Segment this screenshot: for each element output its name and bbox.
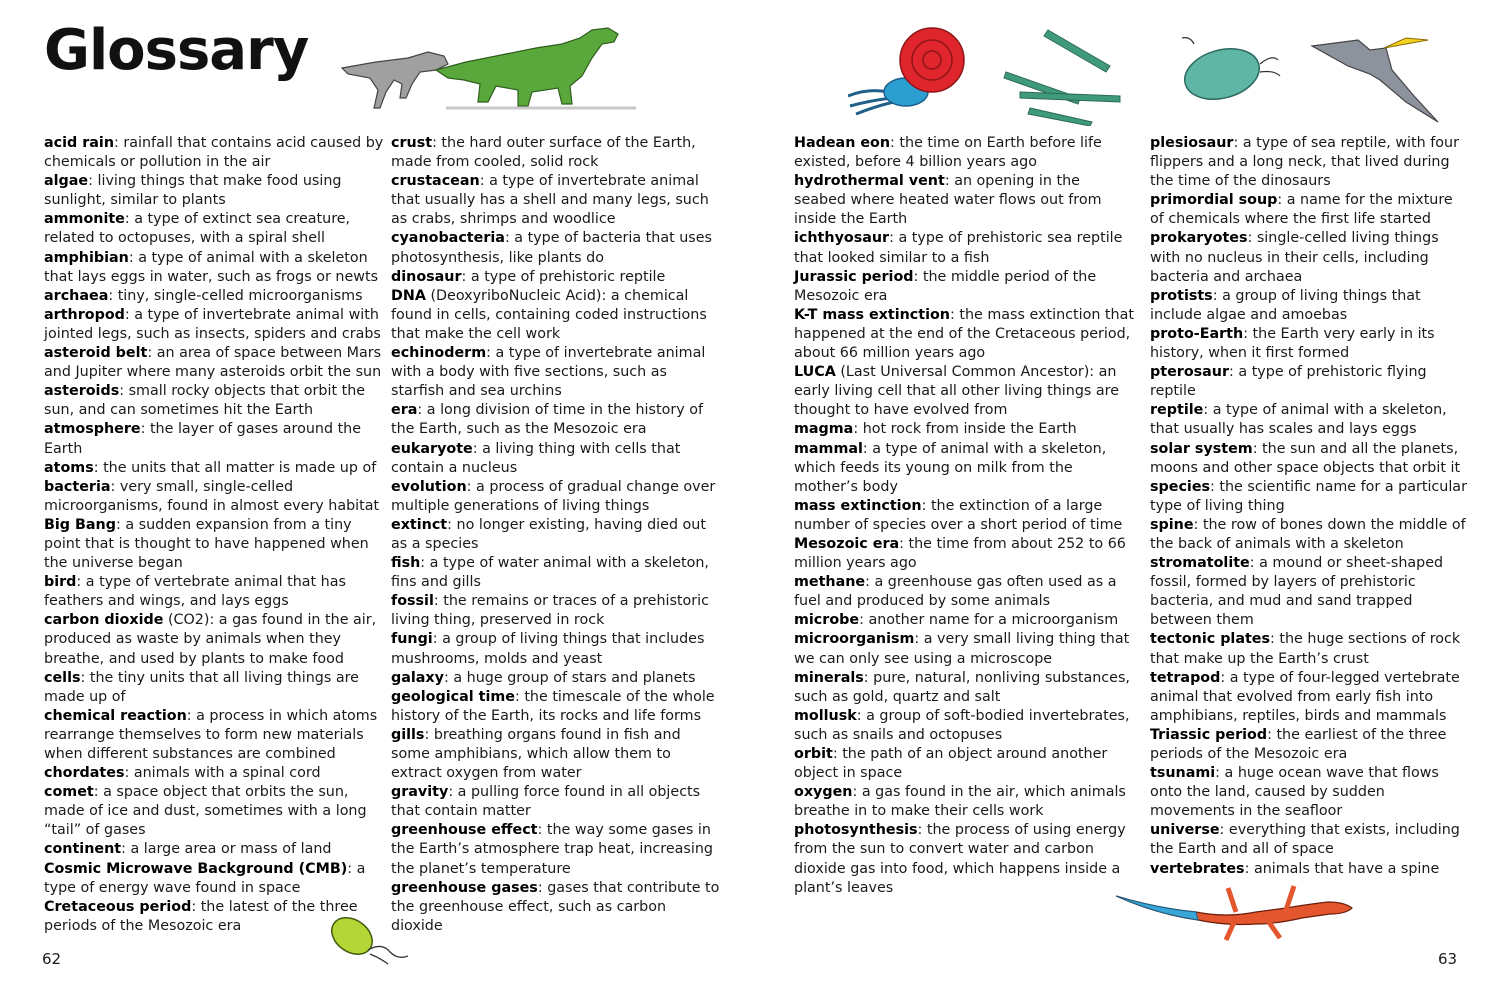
glossary-definition: : a large area or mass of land xyxy=(121,841,332,858)
glossary-term: methane xyxy=(794,574,866,591)
glossary-term: gills xyxy=(391,726,425,743)
glossary-term: arthropod xyxy=(44,306,125,323)
glossary-definition: (CO2): a gas found in the air, produced as waste by animals when they breathe, and used by plants to make food xyxy=(44,612,377,667)
glossary-column-2 xyxy=(391,134,721,936)
glossary-definition: : an opening in the seabed where heated water flows out from inside the Earth xyxy=(794,173,1102,228)
glossary-entry xyxy=(794,630,1134,668)
glossary-entry xyxy=(44,172,384,210)
glossary-term: fish xyxy=(391,555,421,572)
glossary-definition: : the time from about 252 to 66 million years ago xyxy=(794,535,1126,572)
glossary-term: era xyxy=(391,402,418,419)
glossary-entry xyxy=(44,707,384,764)
glossary-term: chordates xyxy=(44,765,125,782)
glossary-term: atmosphere xyxy=(44,421,141,438)
glossary-entry xyxy=(391,287,721,344)
glossary-term: Triassic period xyxy=(1150,726,1268,743)
glossary-term: microbe xyxy=(794,612,860,629)
glossary-term: gravity xyxy=(391,784,449,801)
glossary-entry xyxy=(44,764,384,783)
glossary-definition: (DeoxyriboNucleic Acid): a chemical found in cells, containing coded instructions that make the cell work xyxy=(391,287,707,342)
glossary-term: tetrapod xyxy=(1150,669,1221,686)
glossary-entry xyxy=(1150,229,1470,286)
glossary-entry xyxy=(44,306,384,344)
glossary-definition: : the hard outer surface of the Earth, made from cooled, solid rock xyxy=(391,135,696,171)
glossary-definition: : gases that contribute to the greenhouse effect, such as carbon dioxide xyxy=(391,879,720,934)
glossary-entry xyxy=(391,554,721,592)
glossary-definition: : a very small living thing that we can only see using a microscope xyxy=(794,631,1130,667)
glossary-entry xyxy=(794,306,1134,363)
glossary-term: fossil xyxy=(391,593,434,610)
glossary-entry xyxy=(1150,669,1470,726)
glossary-term: K-T mass extinction xyxy=(794,306,950,323)
glossary-definition: : a sudden expansion from a tiny point that is thought to have happened when the universe began xyxy=(44,516,369,572)
glossary-definition: : living things that make food using sunlight, similar to plants xyxy=(44,173,342,209)
glossary-definition: : a name for the mixture of chemicals where the first life started xyxy=(1150,192,1453,228)
glossary-entry xyxy=(794,573,1134,611)
glossary-entry xyxy=(1150,363,1470,401)
glossary-definition: : the mass extinction that happened at the end of the Cretaceous period, about 66 million years ago xyxy=(794,306,1134,362)
glossary-term: extinct xyxy=(391,516,448,533)
glossary-entry xyxy=(44,287,384,306)
glossary-term: Big Bang xyxy=(44,516,116,533)
glossary-entry xyxy=(391,879,721,936)
glossary-definition: : a type of bacteria that uses photosynthesis, like plants do xyxy=(391,230,712,266)
glossary-entry xyxy=(391,440,721,478)
glossary-definition: : small rocky objects that orbit the sun, and can sometimes hit the Earth xyxy=(44,383,366,419)
glossary-term: hydrothermal vent xyxy=(794,173,945,190)
cyanobacteria-icon xyxy=(1000,26,1130,126)
lizard-icon xyxy=(1116,878,1356,958)
glossary-term: prokaryotes xyxy=(1150,230,1248,247)
glossary-definition: : tiny, single-celled microorganisms xyxy=(108,287,363,304)
glossary-term: Hadean eon xyxy=(794,135,891,151)
glossary-entry xyxy=(391,268,721,287)
glossary-definition: : a type of water animal with a skeleton, fins and gills xyxy=(391,555,709,591)
glossary-entry xyxy=(44,669,384,707)
glossary-entry xyxy=(1150,191,1470,229)
glossary-definition: : the row of bones down the middle of the back of animals with a skeleton xyxy=(1150,516,1466,552)
glossary-term: Cretaceous period xyxy=(44,898,192,915)
glossary-term: solar system xyxy=(1150,440,1253,457)
glossary-entry xyxy=(794,229,1134,267)
glossary-entry xyxy=(1150,134,1470,191)
glossary-definition: : the way some gases in the Earth’s atmosphere trap heat, increasing the planet’s temperature xyxy=(391,822,713,877)
glossary-term: echinoderm xyxy=(391,345,487,362)
glossary-entry xyxy=(44,898,384,936)
glossary-definition: : a type of sea reptile, with four flippers and a long neck, that lived during the time of the dinosaurs xyxy=(1150,135,1459,190)
glossary-entry xyxy=(1150,516,1470,554)
glossary-definition: : the tiny units that all living things are made up of xyxy=(44,669,359,705)
glossary-entry xyxy=(794,783,1134,821)
glossary-definition: : the path of an object around another object in space xyxy=(794,746,1108,782)
glossary-entry xyxy=(44,249,384,287)
page-number-right: 63 xyxy=(1438,950,1458,968)
glossary-entry xyxy=(794,707,1134,745)
glossary-definition: : the timescale of the whole history of the Earth, its rocks and life forms xyxy=(391,688,715,724)
glossary-definition: : a process in which atoms rearrange themselves to form new materials when different substances are combined xyxy=(44,707,378,762)
glossary-term: primordial soup xyxy=(1150,192,1278,209)
page-number-left: 62 xyxy=(42,950,62,968)
glossary-term: crust xyxy=(391,135,433,151)
glossary-entry xyxy=(794,420,1134,439)
glossary-term: plesiosaur xyxy=(1150,135,1234,151)
glossary-entry xyxy=(391,630,721,668)
glossary-definition: : the process of using energy from the sun to convert water and carbon dioxide gas into food, which happens inside a plant’s leaves xyxy=(794,822,1126,896)
glossary-term: magma xyxy=(794,421,854,438)
glossary-definition: : the latest of the three periods of the Mesozoic era xyxy=(44,898,358,934)
glossary-entry xyxy=(44,840,384,859)
glossary-term: proto-Earth xyxy=(1150,325,1244,342)
glossary-entry xyxy=(391,344,721,401)
glossary-term: eukaryote xyxy=(391,440,473,457)
glossary-term: ammonite xyxy=(44,211,125,228)
glossary-definition: : a type of invertebrate animal with jointed legs, such as insects, spiders and crabs xyxy=(44,306,381,342)
glossary-definition: : the Earth very early in its history, when it first formed xyxy=(1150,325,1435,362)
glossary-entry xyxy=(44,210,384,248)
glossary-definition: : the huge sections of rock that make up the Earth’s crust xyxy=(1150,631,1461,667)
glossary-definition: : a living thing with cells that contain a nucleus xyxy=(391,440,681,476)
glossary-term: LUCA xyxy=(794,364,836,381)
glossary-term: ichthyosaur xyxy=(794,230,890,247)
glossary-definition: : a type of animal with a skeleton, that usually has scales and lays eggs xyxy=(1150,402,1447,438)
glossary-definition: : a type of invertebrate animal that usually has a shell and many legs, such as crabs, shrimps and woodlice xyxy=(391,173,709,228)
glossary-entry xyxy=(794,611,1134,630)
glossary-term: geological time xyxy=(391,688,515,705)
glossary-entry xyxy=(1150,821,1470,859)
glossary-definition: : a pulling force found in all objects that contain matter xyxy=(391,784,701,820)
ammonite-icon xyxy=(848,22,978,122)
glossary-term: bacteria xyxy=(44,478,111,495)
glossary-definition: : a group of living things that includes mushrooms, molds and yeast xyxy=(391,631,705,667)
glossary-entry xyxy=(391,172,721,229)
glossary-term: acid rain xyxy=(44,135,115,151)
glossary-definition: : the extinction of a large number of species over a short period of time xyxy=(794,497,1123,533)
glossary-definition: : a huge ocean wave that flows onto the land, caused by sudden movements in the seafloor xyxy=(1150,765,1439,820)
glossary-entry xyxy=(391,134,721,172)
glossary-definition: : a type of animal with a skeleton that lays eggs in water, such as frogs or newts xyxy=(44,249,379,285)
glossary-definition: : the earliest of the three periods of the Mesozoic era xyxy=(1150,726,1447,762)
glossary-definition: : a type of four-legged vertebrate animal that evolved from early fish into amphibians, reptiles, birds and mammals xyxy=(1150,669,1460,724)
glossary-term: bird xyxy=(44,574,77,591)
glossary-entry xyxy=(44,516,384,573)
glossary-definition: : a type of prehistoric reptile xyxy=(461,268,666,285)
glossary-term: cyanobacteria xyxy=(391,230,505,247)
glossary-entry xyxy=(1150,630,1470,668)
glossary-entry xyxy=(1150,401,1470,439)
glossary-term: DNA xyxy=(391,287,426,304)
glossary-entry xyxy=(391,669,721,688)
glossary-definition: : a long division of time in the history of the Earth, such as the Mesozoic era xyxy=(391,402,703,438)
pterosaur-icon xyxy=(1310,30,1450,130)
glossary-term: tsunami xyxy=(1150,765,1216,782)
glossary-definition: (Last Universal Common Ancestor): an early living cell that all other living things are thought to have evolved from xyxy=(794,364,1120,419)
glossary-term: galaxy xyxy=(391,669,444,686)
glossary-definition: : a type of extinct sea creature, related to octopuses, with a spiral shell xyxy=(44,211,351,247)
glossary-entry xyxy=(1150,440,1470,478)
glossary-entry xyxy=(794,535,1134,573)
glossary-definition: : the time on Earth before life existed, before 4 billion years ago xyxy=(794,135,1102,171)
glossary-term: species xyxy=(1150,478,1211,495)
glossary-definition: : a space object that orbits the sun, made of ice and dust, sometimes with a long “tail” of gases xyxy=(44,784,367,839)
glossary-term: dinosaur xyxy=(391,268,462,285)
glossary-term: crustacean xyxy=(391,173,480,190)
glossary-term: fungi xyxy=(391,631,433,648)
glossary-column-3 xyxy=(794,134,1134,898)
glossary-entry xyxy=(44,344,384,382)
glossary-definition: : a type of animal with a skeleton, which feeds its young on milk from the mother’s body xyxy=(794,440,1107,495)
glossary-term: algae xyxy=(44,173,89,190)
glossary-entry xyxy=(44,420,384,458)
glossary-term: atoms xyxy=(44,459,94,476)
glossary-term: Mesozoic era xyxy=(794,535,900,552)
glossary-term: mollusk xyxy=(794,707,857,724)
glossary-term: greenhouse effect xyxy=(391,822,538,839)
glossary-term: stromatolite xyxy=(1150,555,1250,572)
glossary-entry xyxy=(1150,287,1470,325)
glossary-term: comet xyxy=(44,784,94,801)
glossary-definition: : no longer existing, having died out as a species xyxy=(391,516,706,552)
glossary-definition: : very small, single-celled microorganisms, found in almost every habitat xyxy=(44,478,380,514)
glossary-entry xyxy=(1150,325,1470,363)
glossary-definition: : the remains or traces of a prehistoric living thing, preserved in rock xyxy=(391,593,709,629)
glossary-entry xyxy=(1150,860,1470,879)
glossary-definition: : the layer of gases around the Earth xyxy=(44,421,362,457)
glossary-term: amphibian xyxy=(44,249,129,266)
glossary-entry xyxy=(44,783,384,840)
glossary-definition: : breathing organs found in fish and some amphibians, which allow them to extract oxygen from water xyxy=(391,726,681,782)
glossary-definition: : everything that exists, including the Earth and all of space xyxy=(1150,822,1460,858)
glossary-term: carbon dioxide xyxy=(44,612,164,629)
glossary-entry xyxy=(391,229,721,267)
glossary-entry xyxy=(44,134,384,172)
glossary-term: chemical reaction xyxy=(44,707,187,724)
glossary-definition: : a group of living things that include algae and amoebas xyxy=(1150,287,1421,323)
glossary-entry xyxy=(794,497,1134,535)
dinosaurs-icon xyxy=(336,26,646,116)
glossary-definition: : the sun and all the planets, moons and other space objects that orbit it xyxy=(1150,440,1461,476)
glossary-definition: : the units that all matter is made up of xyxy=(93,459,377,476)
glossary-entry xyxy=(794,821,1134,897)
glossary-definition: : a type of energy wave found in space xyxy=(44,860,366,896)
glossary-term: mammal xyxy=(794,440,863,457)
glossary-entry xyxy=(1150,726,1470,764)
glossary-column-1 xyxy=(44,134,384,936)
glossary-entry xyxy=(1150,764,1470,821)
glossary-entry xyxy=(794,134,1134,172)
glossary-term: minerals xyxy=(794,669,864,686)
page-title: Glossary xyxy=(44,18,309,83)
glossary-definition: : a huge group of stars and planets xyxy=(443,669,696,686)
glossary-entry xyxy=(391,688,721,726)
glossary-definition: : a process of gradual change over multiple generations of living things xyxy=(391,478,716,514)
glossary-entry xyxy=(794,172,1134,229)
glossary-entry xyxy=(391,783,721,821)
glossary-definition: : an area of space between Mars and Jupiter where many asteroids orbit the sun xyxy=(44,345,382,381)
glossary-term: asteroids xyxy=(44,383,120,400)
glossary-definition: : a type of prehistoric flying reptile xyxy=(1150,364,1427,400)
glossary-entry xyxy=(391,726,721,783)
glossary-entry xyxy=(391,821,721,878)
glossary-entry xyxy=(44,382,384,420)
glossary-term: continent xyxy=(44,841,122,858)
glossary-definition: : a type of vertebrate animal that has feathers and wings, and lays eggs xyxy=(44,574,346,610)
glossary-term: reptile xyxy=(1150,402,1204,419)
glossary-definition: : a type of invertebrate animal with a body with five sections, such as starfish and sea urchins xyxy=(391,345,706,400)
glossary-term: universe xyxy=(1150,822,1220,839)
glossary-entry xyxy=(794,440,1134,497)
glossary-term: cells xyxy=(44,669,81,686)
glossary-definition: : pure, natural, nonliving substances, such as gold, quartz and salt xyxy=(794,669,1130,705)
glossary-entry xyxy=(391,401,721,439)
glossary-definition: : a greenhouse gas often used as a fuel and produced by some animals xyxy=(794,574,1117,610)
glossary-term: protists xyxy=(1150,287,1213,304)
glossary-definition: : a type of prehistoric sea reptile that looked similar to a fish xyxy=(794,230,1123,266)
glossary-term: vertebrates xyxy=(1150,860,1245,877)
glossary-term: spine xyxy=(1150,516,1194,533)
glossary-entry xyxy=(794,363,1134,420)
glossary-definition: : a gas found in the air, which animals breathe in to make their cells work xyxy=(794,784,1126,820)
glossary-term: orbit xyxy=(794,746,833,762)
glossary-term: microorganism xyxy=(794,631,915,648)
glossary-definition: : a mound or sheet-shaped fossil, formed by layers of prehistoric bacteria, and mud and sand trapped between them xyxy=(1150,555,1444,629)
glossary-entry xyxy=(1150,478,1470,516)
glossary-entry xyxy=(44,573,384,611)
glossary-definition: : animals with a spinal cord xyxy=(124,765,321,782)
glossary-entry xyxy=(794,745,1134,783)
glossary-definition: : hot rock from inside the Earth xyxy=(853,421,1077,438)
glossary-term: Cosmic Microwave Background (CMB) xyxy=(44,860,348,877)
glossary-entry xyxy=(44,459,384,478)
glossary-column-4 xyxy=(1150,134,1470,879)
glossary-term: oxygen xyxy=(794,784,853,801)
glossary-entry xyxy=(44,611,384,668)
glossary-term: greenhouse gases xyxy=(391,879,538,896)
glossary-definition: : the scientific name for a particular type of living thing xyxy=(1150,478,1467,514)
glossary-entry xyxy=(44,478,384,516)
glossary-term: Jurassic period xyxy=(794,268,914,285)
glossary-entry xyxy=(794,669,1134,707)
glossary-definition: : the middle period of the Mesozoic era xyxy=(794,268,1097,304)
glossary-entry xyxy=(391,592,721,630)
glossary-entry xyxy=(391,516,721,554)
glossary-entry xyxy=(391,478,721,516)
glossary-entry xyxy=(44,860,384,898)
bacterium-icon xyxy=(1172,34,1282,114)
glossary-entry xyxy=(1150,554,1470,630)
glossary-term: asteroid belt xyxy=(44,345,148,362)
glossary-definition: : another name for a microorganism xyxy=(859,612,1119,629)
glossary-term: tectonic plates xyxy=(1150,631,1271,648)
glossary-term: mass extinction xyxy=(794,497,922,514)
glossary-definition: : a group of soft-bodied invertebrates, such as snails and octopuses xyxy=(794,707,1130,743)
glossary-definition: : animals that have a spine xyxy=(1244,860,1440,877)
glossary-term: pterosaur xyxy=(1150,364,1230,381)
glossary-definition: : single-celled living things with no nucleus in their cells, including bacteria and archaea xyxy=(1150,230,1439,285)
glossary-term: archaea xyxy=(44,287,109,304)
glossary-term: photosynthesis xyxy=(794,822,918,839)
glossary-definition: : rainfall that contains acid caused by chemicals or pollution in the air xyxy=(44,135,384,171)
glossary-term: evolution xyxy=(391,478,467,495)
glossary-entry xyxy=(794,268,1134,306)
